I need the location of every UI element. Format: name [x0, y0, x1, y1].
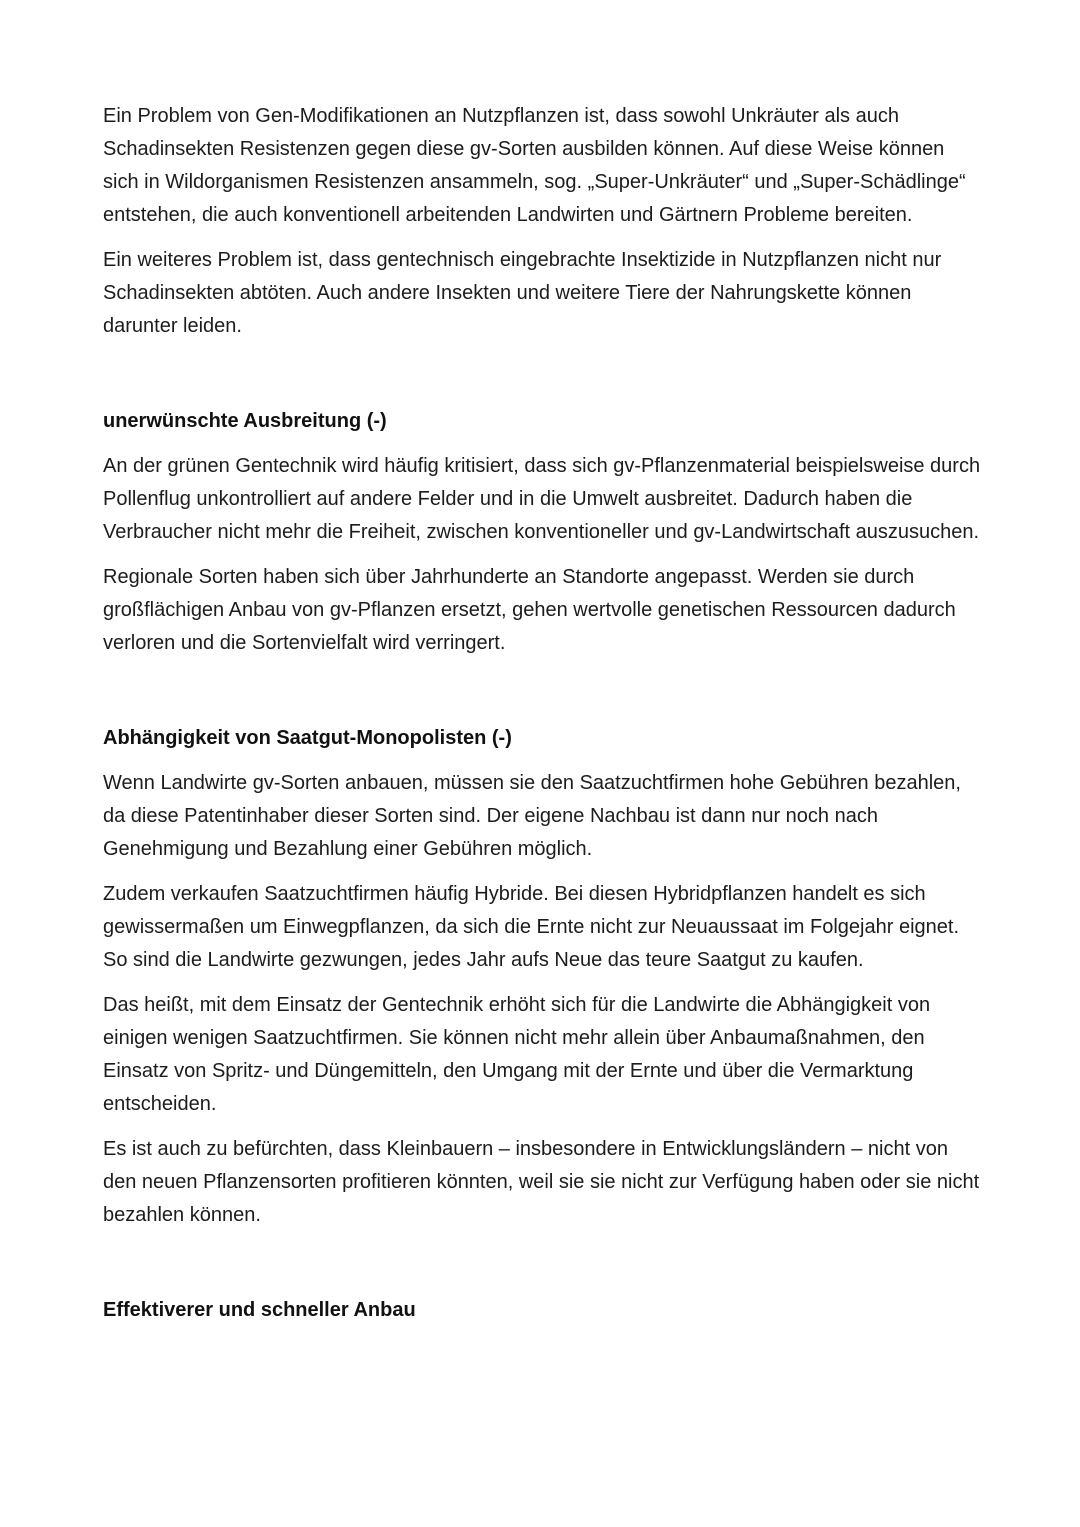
paragraph: Es ist auch zu befürchten, dass Kleinbauern – insbesondere in Entwicklungsländern – nicht von den neuen Pflanzensorten profitieren könnten, weil sie sie nicht zur Verfügung haben oder sie nicht bezahlen können. — [103, 1138, 980, 1226]
section-unerwuenschte-ausbreitung — [103, 405, 983, 660]
paragraph: Das heißt, mit dem Einsatz der Gentechnik erhöht sich für die Landwirte die Abhängigkeit von einigen wenigen Saatzuchtfirmen. Sie können nicht mehr allein über Anbaumaßnahmen, den Einsatz von Spritz- und Düngemitteln, den Umgang mit der Ernte und über die Vermarktung entscheiden. — [103, 994, 931, 1115]
paragraph: Regionale Sorten haben sich über Jahrhunderte an Standorte angepasst. Werden sie durch großflächigen Anbau von gv-Pflanzen ersetzt, gehen wertvolle genetischen Ressourcen dadurch verloren und die Sortenvielfalt wird verringert. — [103, 566, 956, 654]
paragraph: An der grünen Gentechnik wird häufig kritisiert, dass sich gv-Pflanzenmaterial beispielsweise durch Pollenflug unkontrolliert auf andere Felder und in die Umwelt ausbreitet. Dadurch haben die Verbraucher nicht mehr die Freiheit, zwischen konventioneller und gv-Landwirtschaft auszusuchen. — [103, 455, 981, 543]
section-abhaengigkeit-saatgut — [103, 722, 983, 1232]
paragraph: Wenn Landwirte gv-Sorten anbauen, müssen sie den Saatzuchtfirmen hohe Gebühren bezahlen, da diese Patentinhaber dieser Sorten sind. Der eigene Nachbau ist dann nur noch nach Genehmigung und Bezahlung einer Gebühren möglich. — [103, 772, 961, 860]
intro-block — [103, 100, 983, 343]
paragraph: Ein weiteres Problem ist, dass gentechnisch eingebrachte Insektizide in Nutzpflanzen nicht nur Schadinsekten abtöten. Auch andere Insekten und weitere Tiere der Nahrungskette können darunter leiden. — [103, 249, 942, 337]
section-heading: Effektiverer und schneller Anbau — [103, 1299, 416, 1321]
paragraph: Zudem verkaufen Saatzuchtfirmen häufig Hybride. Bei diesen Hybridpflanzen handelt es sich gewissermaßen um Einwegpflanzen, da sich die Ernte nicht zur Neuaussaat im Folgejahr eignet. So sind die Landwirte gezwungen, jedes Jahr aufs Neue das teure Saatgut zu kaufen. — [103, 883, 959, 971]
section-heading: unerwünschte Ausbreitung (-) — [103, 410, 387, 432]
paragraph: Ein Problem von Gen-Modifikationen an Nutzpflanzen ist, dass sowohl Unkräuter als auch Schadinsekten Resistenzen gegen diese gv-Sorten ausbilden können. Auf diese Weise können sich in Wildorganismen Resistenzen ansammeln, sog. „Super-Unkräuter“ und „Super-Schädlinge“ entstehen, die auch konventionell arbeitenden Landwirten und Gärtnern Probleme bereiten. — [103, 105, 966, 226]
document-page — [103, 100, 983, 1339]
section-heading: Abhängigkeit von Saatgut-Monopolisten (-) — [103, 727, 512, 749]
section-effektiverer-anbau — [103, 1294, 983, 1327]
